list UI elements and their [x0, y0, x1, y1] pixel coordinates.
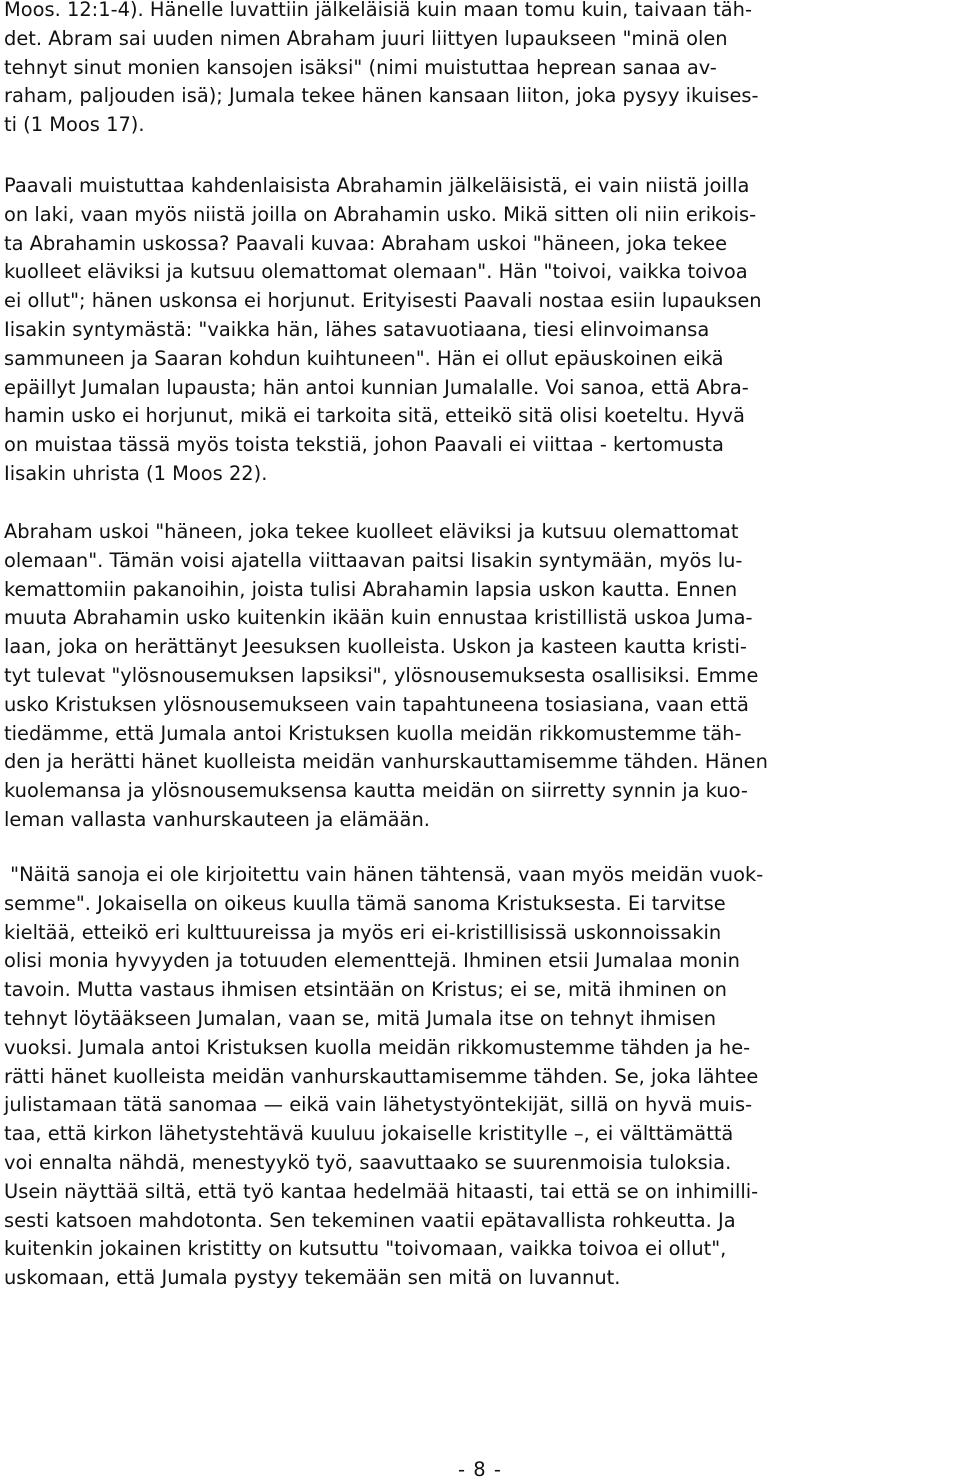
text-line: olemaan". Tämän voisi ajatella viittaavan paitsi Iisakin syntymään, myös lu- — [4, 548, 743, 572]
text-line: Iisakin uhrista (1 Moos 22). — [4, 461, 268, 485]
text-line: taa, että kirkon lähetystehtävä kuuluu jokaiselle kristitylle –, ei välttämättä — [4, 1122, 734, 1146]
text-line: vuoksi. Jumala antoi Kristuksen kuolla meidän rikkomustemme tähden ja he- — [4, 1035, 751, 1059]
text-line: Usein näyttää siltä, että työ kantaa hedelmää hitaasti, tai että se on inhimilli- — [4, 1179, 759, 1203]
text-line: kuolemansa ja ylösnousemuksensa kautta meidän on siirretty synnin ja kuo- — [4, 779, 748, 803]
text-line: kieltää, etteikö eri kulttuureissa ja myös eri ei-kristillisissä uskonnoissakin — [4, 920, 722, 944]
text-line: kemattomiin pakanoihin, joista tulisi Abrahamin lapsia uskon kautta. Ennen — [4, 577, 738, 601]
text-line: sammuneen ja Saaran kohdun kuihtuneen". Hän ei ollut epäuskoinen eikä — [4, 346, 724, 370]
text-line: Paavali muistuttaa kahdenlaisista Abrahamin jälkeläisistä, ei vain niistä joilla — [4, 174, 750, 197]
page-number: - 8 - — [458, 1458, 502, 1481]
text-line: ta Abrahamin uskossa? Paavali kuvaa: Abraham uskoi "häneen, joka tekee — [4, 231, 728, 255]
text-line: den ja herätti hänet kuolleista meidän vanhurskauttamisemme tähden. Hänen — [4, 750, 768, 774]
text-line: leman vallasta vanhurskauteen ja elämään. — [4, 807, 430, 831]
text-line: hamin usko ei horjunut, mikä ei tarkoita sitä, etteikö sitä olisi koeteltu. Hyvä — [4, 404, 745, 428]
text-line: "Näitä sanoja ei ole kirjoitettu vain hänen tähtensä, vaan myös meidän vuok- — [4, 863, 764, 886]
text-line: Moos. 12:1-4). Hänelle luvattiin jälkeläisiä kuin maan tomu kuin, taivaan täh- — [4, 0, 753, 21]
text-line: semme". Jokaisella on oikeus kuulla tämä sanoma Kristuksesta. Ei tarvitse — [4, 891, 726, 915]
text-line: voi ennalta nähdä, menestyykö työ, saavuttaako se suurenmoisia tuloksia. — [4, 1150, 732, 1174]
text-line: julistamaan tätä sanomaa — eikä vain lähetystyöntekijät, sillä on hyvä muis- — [4, 1093, 753, 1117]
text-line: det. Abram sai uuden nimen Abraham juuri liittyen lupaukseen "minä olen — [4, 26, 728, 50]
text-line: kuitenkin jokainen kristitty on kutsuttu "toivomaan, vaikka toivoa ei ollut", — [4, 1237, 727, 1261]
text-line: on laki, vaan myös niistä joilla on Abrahamin usko. Mikä sitten oli niin erikois- — [4, 202, 757, 226]
text-line: tehnyt löytääkseen Jumalan, vaan se, mitä Jumala itse on tehnyt ihmisen — [4, 1006, 717, 1030]
text-line: Abraham uskoi "häneen, joka tekee kuolleet eläviksi ja kutsuu olemattomat — [4, 520, 739, 543]
text-line: sesti katsoen mahdotonta. Sen tekeminen vaatii epätavallista rohkeutta. Ja — [4, 1208, 736, 1232]
text-line: raham, paljouden isä); Jumala tekee hänen kansaan liiton, joka pysyy ikuises- — [4, 84, 759, 108]
text-line: olisi monia hyvyyden ja totuuden elementtejä. Ihminen etsii Jumalaa monin — [4, 949, 740, 973]
paragraph-3 — [4, 518, 960, 835]
text-line: tehnyt sinut monien kansojen isäksi" (nimi muistuttaa heprean sanaa av- — [4, 55, 717, 79]
paragraph-4 — [4, 861, 960, 1293]
text-line: on muistaa tässä myös toista tekstiä, johon Paavali ei viittaa - kertomusta — [4, 433, 724, 457]
paragraph-2 — [4, 172, 960, 489]
text-line: epäillyt Jumalan lupausta; hän antoi kunnian Jumalalle. Voi sanoa, että Abra- — [4, 375, 749, 399]
text-line: tyt tulevat "ylösnousemuksen lapsiksi", ylösnousemuksesta osallisiksi. Emme — [4, 663, 759, 687]
text-line: laan, joka on herättänyt Jeesuksen kuolleista. Uskon ja kasteen kautta kristi- — [4, 635, 747, 659]
text-line: uskomaan, että Jumala pystyy tekemään sen mitä on luvannut. — [4, 1266, 621, 1290]
text-line: rätti hänet kuolleista meidän vanhurskauttamisemme tähden. Se, joka lähtee — [4, 1064, 759, 1088]
text-line: muuta Abrahamin usko kuitenkin ikään kuin ennustaa kristillistä uskoa Juma- — [4, 606, 753, 630]
text-line: kuolleet eläviksi ja kutsuu olemattomat olemaan". Hän "toivoi, vaikka toivoa — [4, 260, 748, 284]
text-line: tiedämme, että Jumala antoi Kristuksen kuolla meidän rikkomustemme täh- — [4, 721, 742, 745]
text-line: ei ollut"; hänen uskonsa ei horjunut. Erityisesti Paavali nostaa esiin lupauksen — [4, 289, 762, 313]
paragraph-1 — [4, 0, 960, 140]
text-line: usko Kristuksen ylösnousemukseen vain tapahtuneena tosiasiana, vaan että — [4, 692, 749, 716]
text-line: ti (1 Moos 17). — [4, 113, 145, 137]
text-line: Iisakin syntymästä: "vaikka hän, lähes satavuotiaana, tiesi elinvoimansa — [4, 317, 710, 341]
text-line: tavoin. Mutta vastaus ihmisen etsintään on Kristus; ei se, mitä ihminen on — [4, 978, 727, 1002]
